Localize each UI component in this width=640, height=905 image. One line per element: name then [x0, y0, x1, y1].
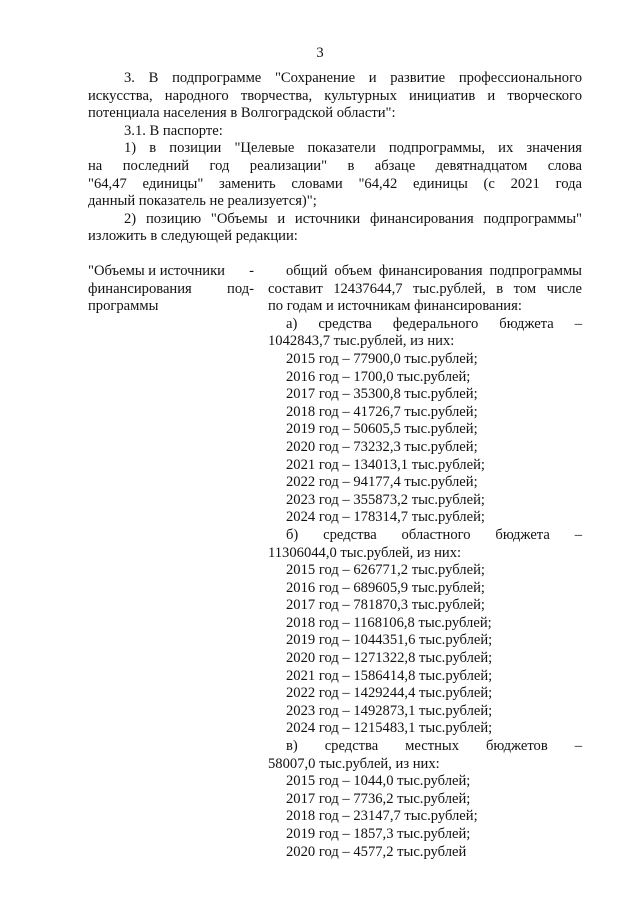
- regional-year-row: 2020 год – 1271322,8 тыс.рублей;: [286, 650, 493, 667]
- local-year-row: 2017 год – 7736,2 тыс.рублей;: [286, 790, 471, 807]
- federal-year-row: 2020 год – 73232,3 тыс.рублей;: [286, 438, 478, 455]
- federal-year-row: 2021 год – 134013,1 тыс.рублей;: [286, 456, 485, 473]
- regional-year-row: 2022 год – 1429244,4 тыс.рублей;: [286, 685, 493, 702]
- regional-line-2: 11306044,0 тыс.рублей, из них:: [268, 544, 462, 561]
- total-line-3: по годам и источникам финансирования:: [268, 298, 522, 315]
- position-title-line-1: [88, 263, 254, 281]
- local-line-2: 58007,0 тыс.рублей, из них:: [268, 755, 440, 772]
- total-line-1: общий объем финансирования подпрограммы: [286, 263, 582, 279]
- local-year-row: 2020 год – 4577,2 тыс.рублей: [286, 843, 467, 860]
- regional-line-1: б) средства областного бюджета –: [286, 526, 582, 543]
- federal-years-list: [268, 351, 582, 527]
- regional-year-row: 2021 год – 1586414,8 тыс.рублей;: [286, 667, 493, 684]
- federal-year-row: 2022 год – 94177,4 тыс.рублей;: [286, 474, 478, 491]
- paragraph-3-line-1: 3. В подпрограмме "Сохранение и развитие профессионального: [124, 70, 582, 86]
- regional-year-row: 2018 год – 1168106,8 тыс.рублей;: [286, 614, 492, 631]
- regional-years-list: [268, 562, 582, 738]
- item-1-line-1: 1) в позиции "Целевые показатели подпрограммы, их значения: [124, 140, 582, 157]
- federal-year-row: 2018 год – 41726,7 тыс.рублей;: [286, 403, 478, 420]
- regional-year-row: 2023 год – 1492873,1 тыс.рублей;: [286, 702, 493, 719]
- regional-year-row: 2015 год – 626771,2 тыс.рублей;: [286, 562, 485, 579]
- total-line-2: составит 12437644,7 тыс.рублей, в том числе: [268, 280, 582, 297]
- federal-line-2: 1042843,7 тыс.рублей, из них:: [268, 333, 455, 350]
- regional-year-row: 2017 год – 781870,3 тыс.рублей;: [286, 597, 485, 614]
- local-year-row: 2019 год – 1857,3 тыс.рублей;: [286, 826, 471, 842]
- federal-year-row: 2019 год – 50605,5 тыс.рублей;: [286, 421, 478, 438]
- position-title-line-3: программы: [88, 298, 159, 315]
- federal-year-row: 2015 год – 77900,0 тыс.рублей;: [286, 350, 478, 367]
- federal-year-row: 2023 год – 355873,2 тыс.рублей;: [286, 491, 485, 508]
- table-right-column: [268, 263, 582, 861]
- regional-year-row: 2024 год – 1215483,1 тыс.рублей;: [286, 720, 493, 737]
- table-left-column: [88, 263, 254, 316]
- federal-year-row: 2017 год – 35300,8 тыс.рублей;: [286, 386, 478, 403]
- item-1-line-3: "64,47 единицы" заменить словами "64,42 единицы (с 2021 года: [88, 175, 582, 192]
- document-body: [88, 70, 582, 246]
- local-year-row: 2015 год – 1044,0 тыс.рублей;: [286, 773, 471, 790]
- item-1-line-4: данный показатель не реализуется)";: [88, 193, 317, 210]
- page-number: 3: [316, 45, 324, 61]
- paragraph-3-line-2: искусства, народного творчества, культурных инициатив и творческого: [88, 87, 582, 104]
- item-2-line-2: изложить в следующей редакции:: [88, 228, 298, 245]
- regional-year-row: 2016 год – 689605,9 тыс.рублей;: [286, 579, 485, 596]
- federal-year-row: 2024 год – 178314,7 тыс.рублей;: [286, 509, 485, 526]
- federal-line-1: а) средства федерального бюджета –: [286, 315, 582, 332]
- position-title-line-2: финансирования под-: [88, 280, 254, 297]
- position-dash: -: [249, 263, 254, 279]
- local-year-row: 2018 год – 23147,7 тыс.рублей;: [286, 808, 478, 825]
- local-years-list: [268, 773, 582, 861]
- position-title-text: "Объемы и источники: [88, 263, 225, 279]
- subsection-3-1: 3.1. В паспорте:: [124, 122, 223, 139]
- regional-year-row: 2019 год – 1044351,6 тыс.рублей;: [286, 632, 493, 649]
- item-1-line-2: на последний год реализации" в абзаце девятнадцатом слова: [88, 157, 582, 174]
- item-2-line-1: 2) позицию "Объемы и источники финансирования подпрограммы": [124, 210, 582, 227]
- local-line-1: в) средства местных бюджетов –: [286, 738, 582, 755]
- paragraph-3-line-3: потенциала населения в Волгоградской области":: [88, 105, 396, 122]
- federal-year-row: 2016 год – 1700,0 тыс.рублей;: [286, 368, 471, 385]
